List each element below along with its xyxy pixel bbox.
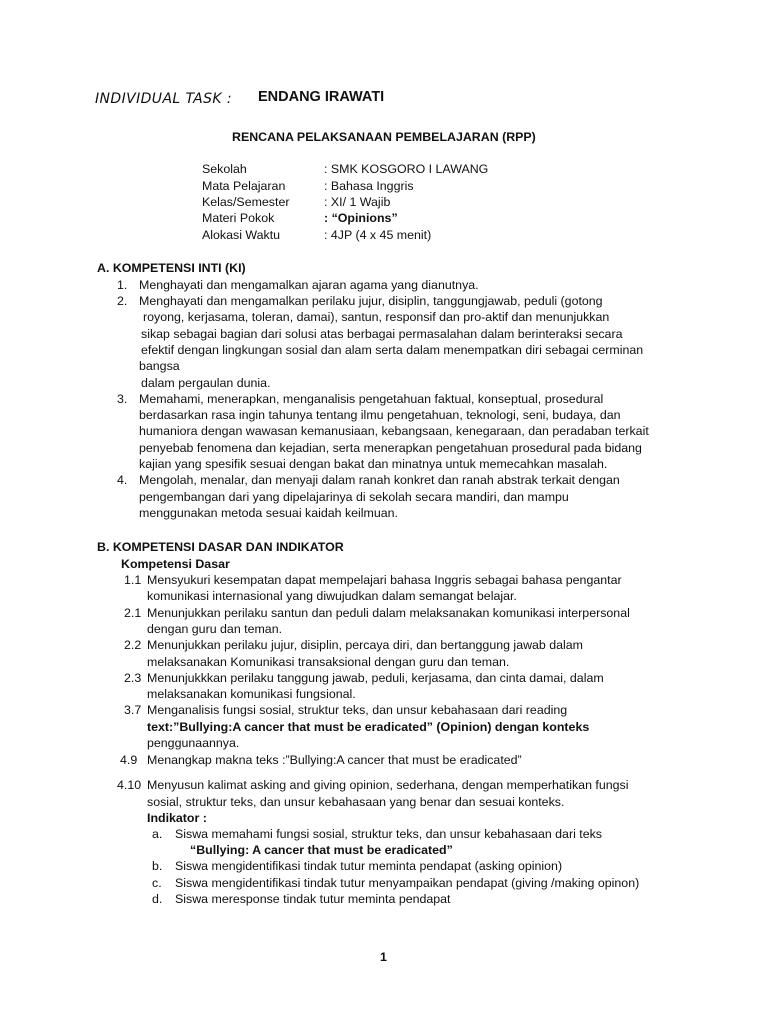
kd-line: Menunjukkkan perilaku tanggung jawab, peduli, kerjasama, dan cinta damai, dalam <box>147 671 604 685</box>
list-item-line: Menghayati dan mengamalkan perilaku jujur, disiplin, tanggungjawab, peduli (gotong <box>139 294 603 308</box>
list-item-line: penyebab fenomena dan kejadian, serta menerapkan pengetahuan prosedural pada bidang <box>139 441 642 455</box>
indicator-line: Siswa mengidentifikasi tindak tutur meminta pendapat (asking opinion) <box>175 859 563 873</box>
kd-number: 2.2 <box>124 638 142 652</box>
kd-line: melaksanakan komunikasi fungsional. <box>147 687 356 701</box>
list-item-line: humaniora dengan wawasan kemanusiaan, kebangsaan, kenegaraan, dan peradaban terkait <box>139 424 649 438</box>
kd-line: Menunjukkan perilaku santun dan peduli dalam melaksanakan komunikasi interpersonal <box>147 606 630 620</box>
identity-value: : Bahasa Inggris <box>324 179 414 193</box>
list-item-line: sikap sebagai bagian dari solusi atas berbagai permasalahan dalam berinteraksi secara <box>141 327 623 341</box>
list-number: 4. <box>117 473 128 487</box>
identity-value: : SMK KOSGORO I LAWANG <box>324 162 489 176</box>
kd-line: Menangkap makna teks :”Bullying:A cancer that must be eradicated” <box>147 753 522 767</box>
list-item-line: efektif dengan lingkungan sosial dan alam serta dalam menempatkan diri sebagai cerminan <box>141 343 644 357</box>
kd-line: sosial, struktur teks, dan unsur kebahasaan yang benar dan sesuai konteks. <box>147 795 565 809</box>
kd-line: dengan guru dan teman. <box>147 622 283 636</box>
list-item-line: dalam pergaulan dunia. <box>141 376 271 390</box>
page-number: 1 <box>380 950 387 964</box>
list-item-line: Memahami, menerapkan, menganalisis pengetahuan faktual, konseptual, prosedural <box>139 392 604 406</box>
kd-number: 2.3 <box>124 671 142 685</box>
list-item-line: kajian yang spesifik sesuai dengan bakat dan minatnya untuk memecahkan masalah. <box>139 457 608 471</box>
identity-value: : “Opinions” <box>324 211 398 225</box>
identity-value: : 4JP (4 x 45 menit) <box>324 228 432 242</box>
indicator-line: Siswa mengidentifikasi tindak tutur menyampaikan pendapat (giving /making opinon) <box>175 876 640 890</box>
kd-line: Mensyukuri kesempatan dapat mempelajari bahasa Inggris sebagai bahasa pengantar <box>147 573 622 587</box>
indicator-letter: a. <box>152 827 163 841</box>
indicator-line: Siswa memahami fungsi sosial, struktur teks, dan unsur kebahasaan dari teks <box>175 827 602 841</box>
kd-number: 2.1 <box>124 606 142 620</box>
list-item-line: Menghayati dan mengamalkan ajaran agama yang dianutnya. <box>139 278 479 292</box>
indicator-line: “Bullying: A cancer that must be eradicated” <box>190 843 453 857</box>
kd-number: 3.7 <box>124 703 142 717</box>
list-number: 2. <box>117 294 128 308</box>
indicator-letter: d. <box>152 892 163 906</box>
kd-line: Menunjukkan perilaku jujur, disiplin, percaya diri, dan bertanggung jawab dalam <box>147 638 584 652</box>
kd-number: 4.9 <box>120 753 138 767</box>
list-item-line: bangsa <box>139 359 180 373</box>
kd-line: Menganalisis fungsi sosial, struktur teks, dan unsur kebahasaan dari reading <box>147 703 568 717</box>
list-item-line: royong, kerjasama, toleran, damai), santun, responsif dan pro-aktif dan menunjukkan <box>143 310 610 324</box>
indicator-letter: c. <box>152 876 162 890</box>
identity-label: Sekolah <box>202 162 247 176</box>
list-item-line: Mengolah, menalar, dan menyaji dalam ranah konkret dan ranah abstrak terkait dengan <box>139 473 620 487</box>
identity-label: Materi Pokok <box>202 211 275 225</box>
section-a-heading: A. KOMPETENSI INTI (KI) <box>97 261 246 275</box>
identity-value: : XI/ 1 Wajib <box>324 195 391 209</box>
document-title: RENCANA PELAKSANAAN PEMBELAJARAN (RPP) <box>232 130 536 144</box>
author-name: ENDANG IRAWATI <box>258 89 385 105</box>
kd-line: Menyusun kalimat asking and giving opinion, sederhana, dengan memperhatikan fungsi <box>147 778 629 792</box>
identity-label: Alokasi Waktu <box>202 228 281 242</box>
kompetensi-dasar-heading: Kompetensi Dasar <box>121 557 230 571</box>
section-b-heading: B. KOMPETENSI DASAR DAN INDIKATOR <box>97 540 344 554</box>
list-item-line: pengembangan dari yang dipelajarinya di sekolah secara mandiri, dan mampu <box>139 490 569 504</box>
kd-line: penggunaannya. <box>147 736 240 750</box>
kd-line: melaksanakan Komunikasi transaksional dengan guru dan teman. <box>147 655 510 669</box>
list-number: 3. <box>117 392 128 406</box>
list-number: 1. <box>117 278 128 292</box>
indicator-letter: b. <box>152 859 163 873</box>
kd-line: text:”Bullying:A cancer that must be eradicated” (Opinion) dengan konteks <box>147 720 590 734</box>
identity-label: Mata Pelajaran <box>202 179 286 193</box>
task-label: INDIVIDUAL TASK : <box>95 91 232 107</box>
list-item-line: menggunakan metoda sesuai kaidah keilmuan. <box>139 506 398 520</box>
kd-number: 4.10 <box>117 778 142 792</box>
kd-line: komunikasi internasional yang diwujudkan dalam semangat belajar. <box>147 589 517 603</box>
kd-number: 1.1 <box>124 573 142 587</box>
identity-label: Kelas/Semester <box>202 195 290 209</box>
indicator-line: Siswa meresponse tindak tutur meminta pendapat <box>175 892 451 906</box>
indikator-heading: Indikator : <box>147 811 207 825</box>
list-item-line: berdasarkan rasa ingin tahunya tentang ilmu pengetahuan, teknologi, seni, budaya, dan <box>139 408 621 422</box>
